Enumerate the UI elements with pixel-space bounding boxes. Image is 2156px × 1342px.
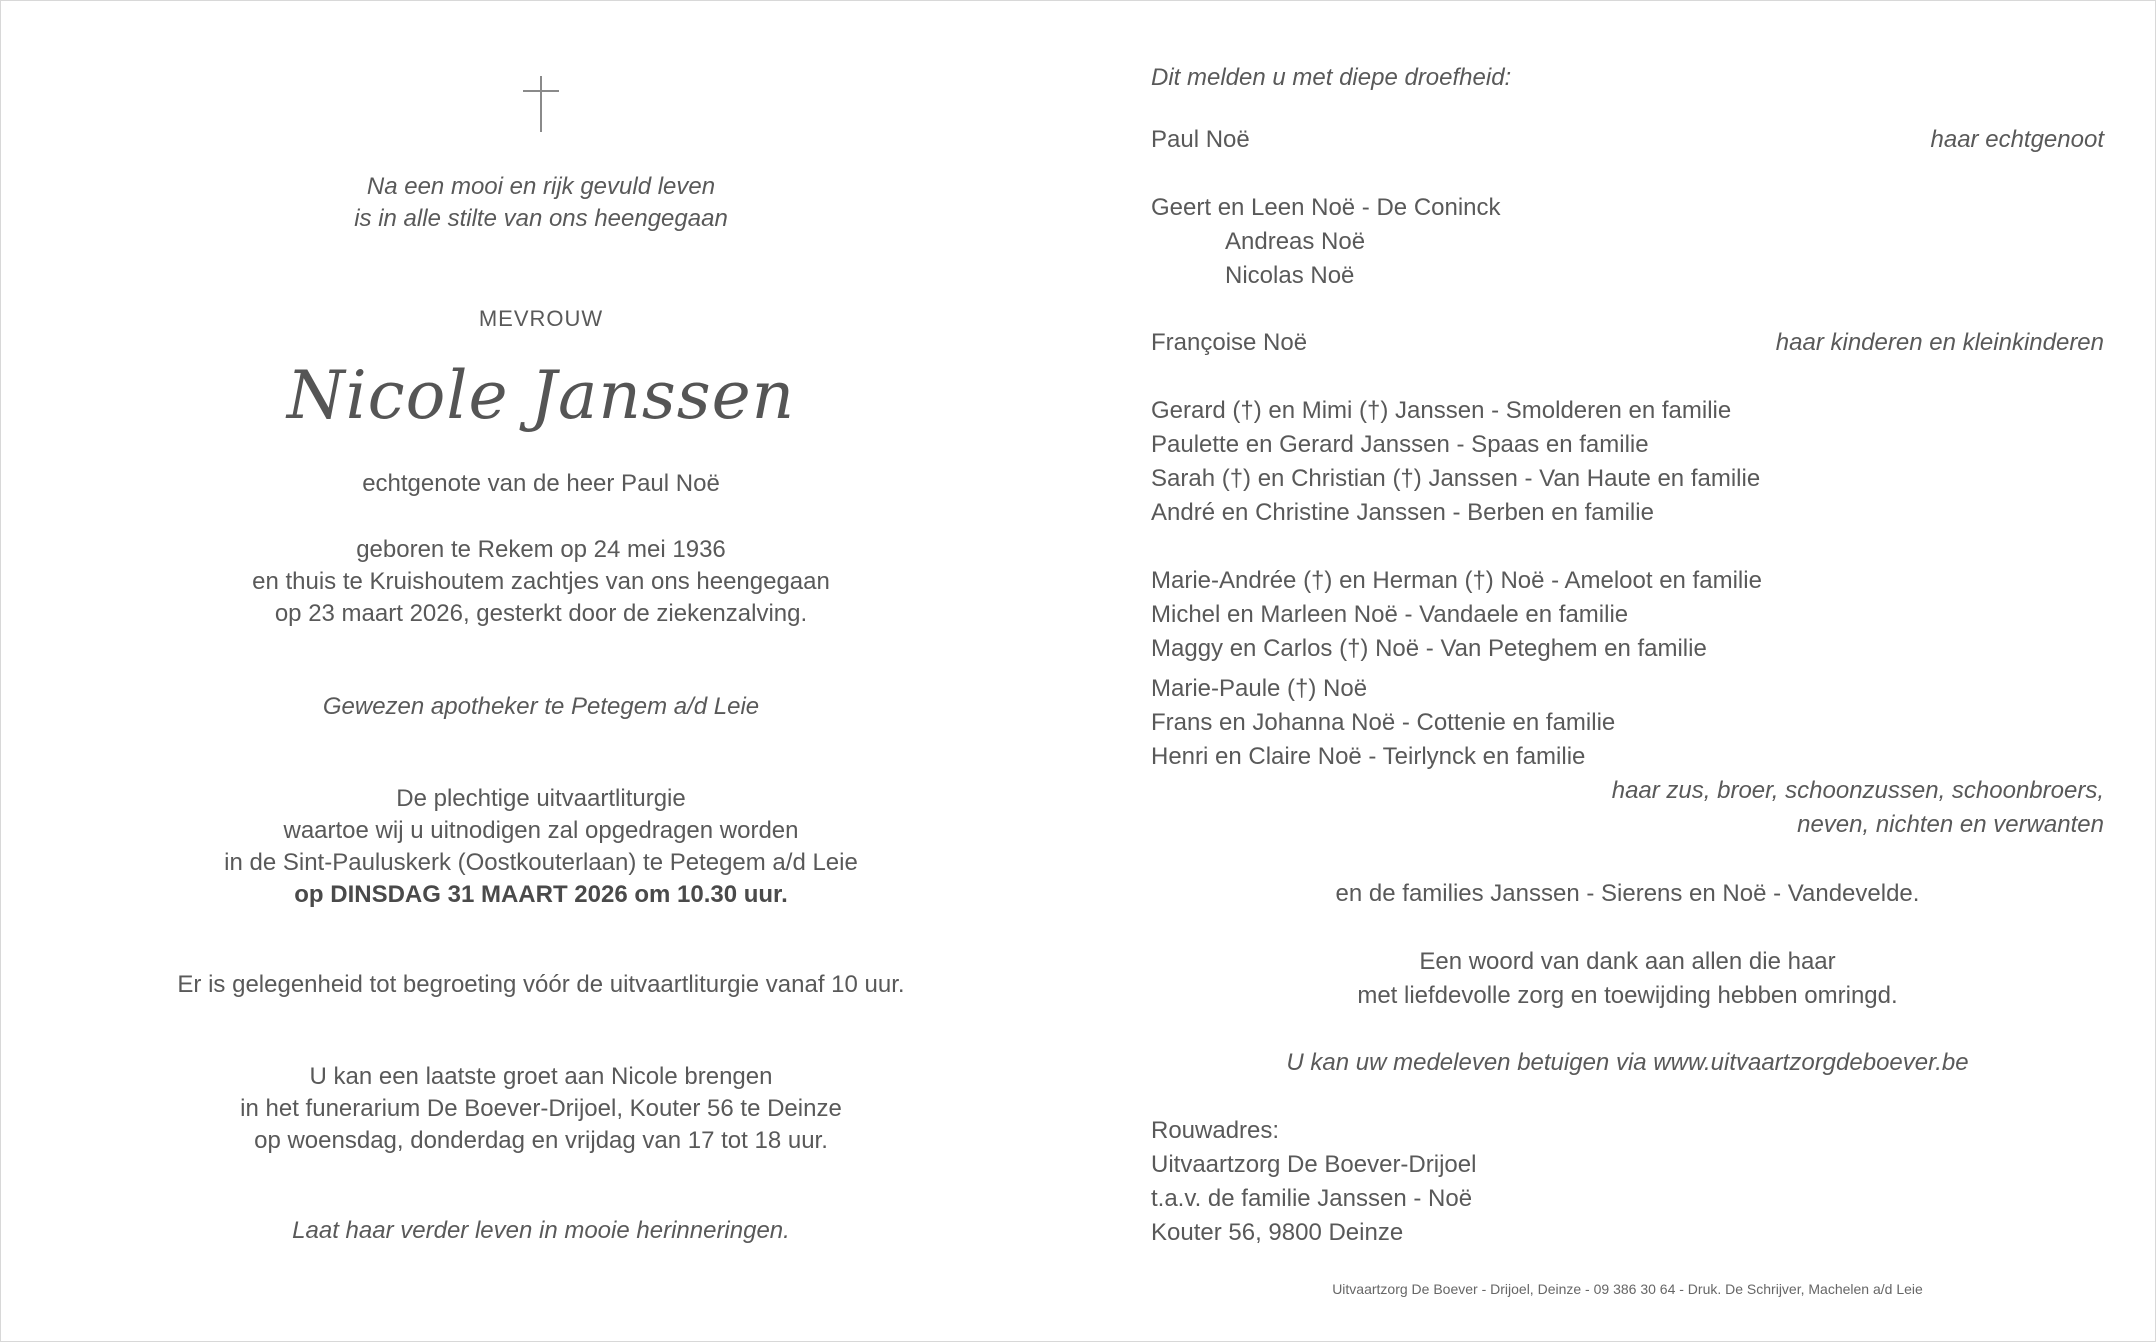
- families-line: en de families Janssen - Sierens en Noë - Vandevelde.: [1335, 880, 1920, 907]
- birth-death-line: en thuis te Kruishoutem zachtjes van ons heengegaan: [252, 568, 830, 595]
- family-line: Henri en Claire Noë - Teirlynck en familie: [1151, 743, 1586, 770]
- birth-death-line: op 23 maart 2026, gesterkt door de ziekenzalving.: [274, 600, 808, 627]
- address-line: t.a.v. de familie Janssen - Noë: [1151, 1185, 1473, 1212]
- grandchild-line: Nicolas Noë: [1225, 262, 1355, 289]
- spouse-row: [1151, 123, 2104, 157]
- announcement-header: Dit melden u met diepe droefheid:: [1151, 64, 1512, 91]
- children-relation: haar kinderen en kleinkinderen: [1775, 329, 2104, 356]
- siblings-relation-line: neven, nichten en verwanten: [1797, 811, 2104, 838]
- family-line: Michel en Marleen Noë - Vandaele en familie: [1151, 601, 1629, 628]
- intro-line: is in alle stilte van ons heengegaan: [354, 205, 728, 232]
- address-line: Uitvaartzorg De Boever-Drijoel: [1151, 1151, 1477, 1178]
- grandchild-line: Andreas Noë: [1225, 228, 1366, 255]
- spouse-name: Paul Noë: [1151, 126, 1250, 153]
- family-line: Marie-Paule (†) Noë: [1151, 675, 1368, 702]
- liturgy-line: De plechtige uitvaartliturgie: [396, 785, 686, 812]
- thanks-line: Een woord van dank aan allen die haar: [1419, 948, 1836, 975]
- family-line: Paulette en Gerard Janssen - Spaas en familie: [1151, 431, 1649, 458]
- liturgy-line: waartoe wij u uitnodigen zal opgedragen worden: [283, 817, 799, 844]
- family-line: Maggy en Carlos (†) Noë - Van Peteghem en familie: [1151, 635, 1707, 662]
- visit-line: op woensdag, donderdag en vrijdag van 17 tot 18 uur.: [254, 1127, 828, 1154]
- thanks-line: met liefdevolle zorg en toewijding hebben omringd.: [1357, 982, 1898, 1009]
- liturgy-date: op DINSDAG 31 MAART 2026 om 10.30 uur.: [294, 881, 788, 908]
- intro-text: [121, 171, 961, 235]
- siblings-relation-line: haar zus, broer, schoonzussen, schoonbroers,: [1611, 777, 2104, 804]
- visit-text: [121, 1061, 961, 1157]
- address-title: Rouwadres:: [1151, 1117, 1280, 1144]
- condolence-line: U kan uw medeleven betuigen via www.uitvaartzorgdeboever.be: [1286, 1049, 1969, 1076]
- deceased-name: Nicole Janssen: [286, 357, 796, 434]
- honorific: MEVROUW: [478, 306, 604, 331]
- closing-text: Laat haar verder leven in mooie herinneringen.: [292, 1217, 790, 1244]
- liturgy-line: in de Sint-Pauluskerk (Oostkouterlaan) te Petegem a/d Leie: [224, 849, 858, 876]
- footer-printer-line: Uitvaartzorg De Boever - Drijoel, Deinze - 09 386 30 64 - Druk. De Schrijver, Machelen a/d Leie: [1332, 1281, 1923, 1297]
- child-name: Françoise Noë: [1151, 329, 1308, 356]
- family-line: Gerard (†) en Mimi (†) Janssen - Smolderen en familie: [1151, 397, 1732, 424]
- family-line: Marie-Andrée (†) en Herman (†) Noë - Ameloot en familie: [1151, 567, 1762, 594]
- child-line: Geert en Leen Noë - De Coninck: [1151, 194, 1501, 221]
- visit-line: U kan een laatste groet aan Nicole brengen: [309, 1063, 773, 1090]
- cross-icon: [521, 76, 561, 132]
- children-row: [1151, 326, 2104, 360]
- occupation: Gewezen apotheker te Petegem a/d Leie: [322, 693, 760, 720]
- greeting-text: Er is gelegenheid tot begroeting vóór de uitvaartliturgie vanaf 10 uur.: [177, 971, 905, 998]
- spouse-relation: haar echtgenoot: [1930, 126, 2104, 153]
- liturgy-text: [121, 783, 961, 911]
- birth-death-text: [121, 534, 961, 630]
- visit-line: in het funerarium De Boever-Drijoel, Kouter 56 te Deinze: [240, 1095, 842, 1122]
- family-line: Sarah (†) en Christian (†) Janssen - Van Haute en familie: [1151, 465, 1761, 492]
- family-line: André en Christine Janssen - Berben en familie: [1151, 499, 1654, 526]
- family-line: Frans en Johanna Noë - Cottenie en familie: [1151, 709, 1616, 736]
- address-line: Kouter 56, 9800 Deinze: [1151, 1219, 1404, 1246]
- intro-line: Na een mooi en rijk gevuld leven: [366, 173, 716, 200]
- birth-death-line: geboren te Rekem op 24 mei 1936: [356, 536, 726, 563]
- spouse-line: echtgenote van de heer Paul Noë: [362, 470, 720, 497]
